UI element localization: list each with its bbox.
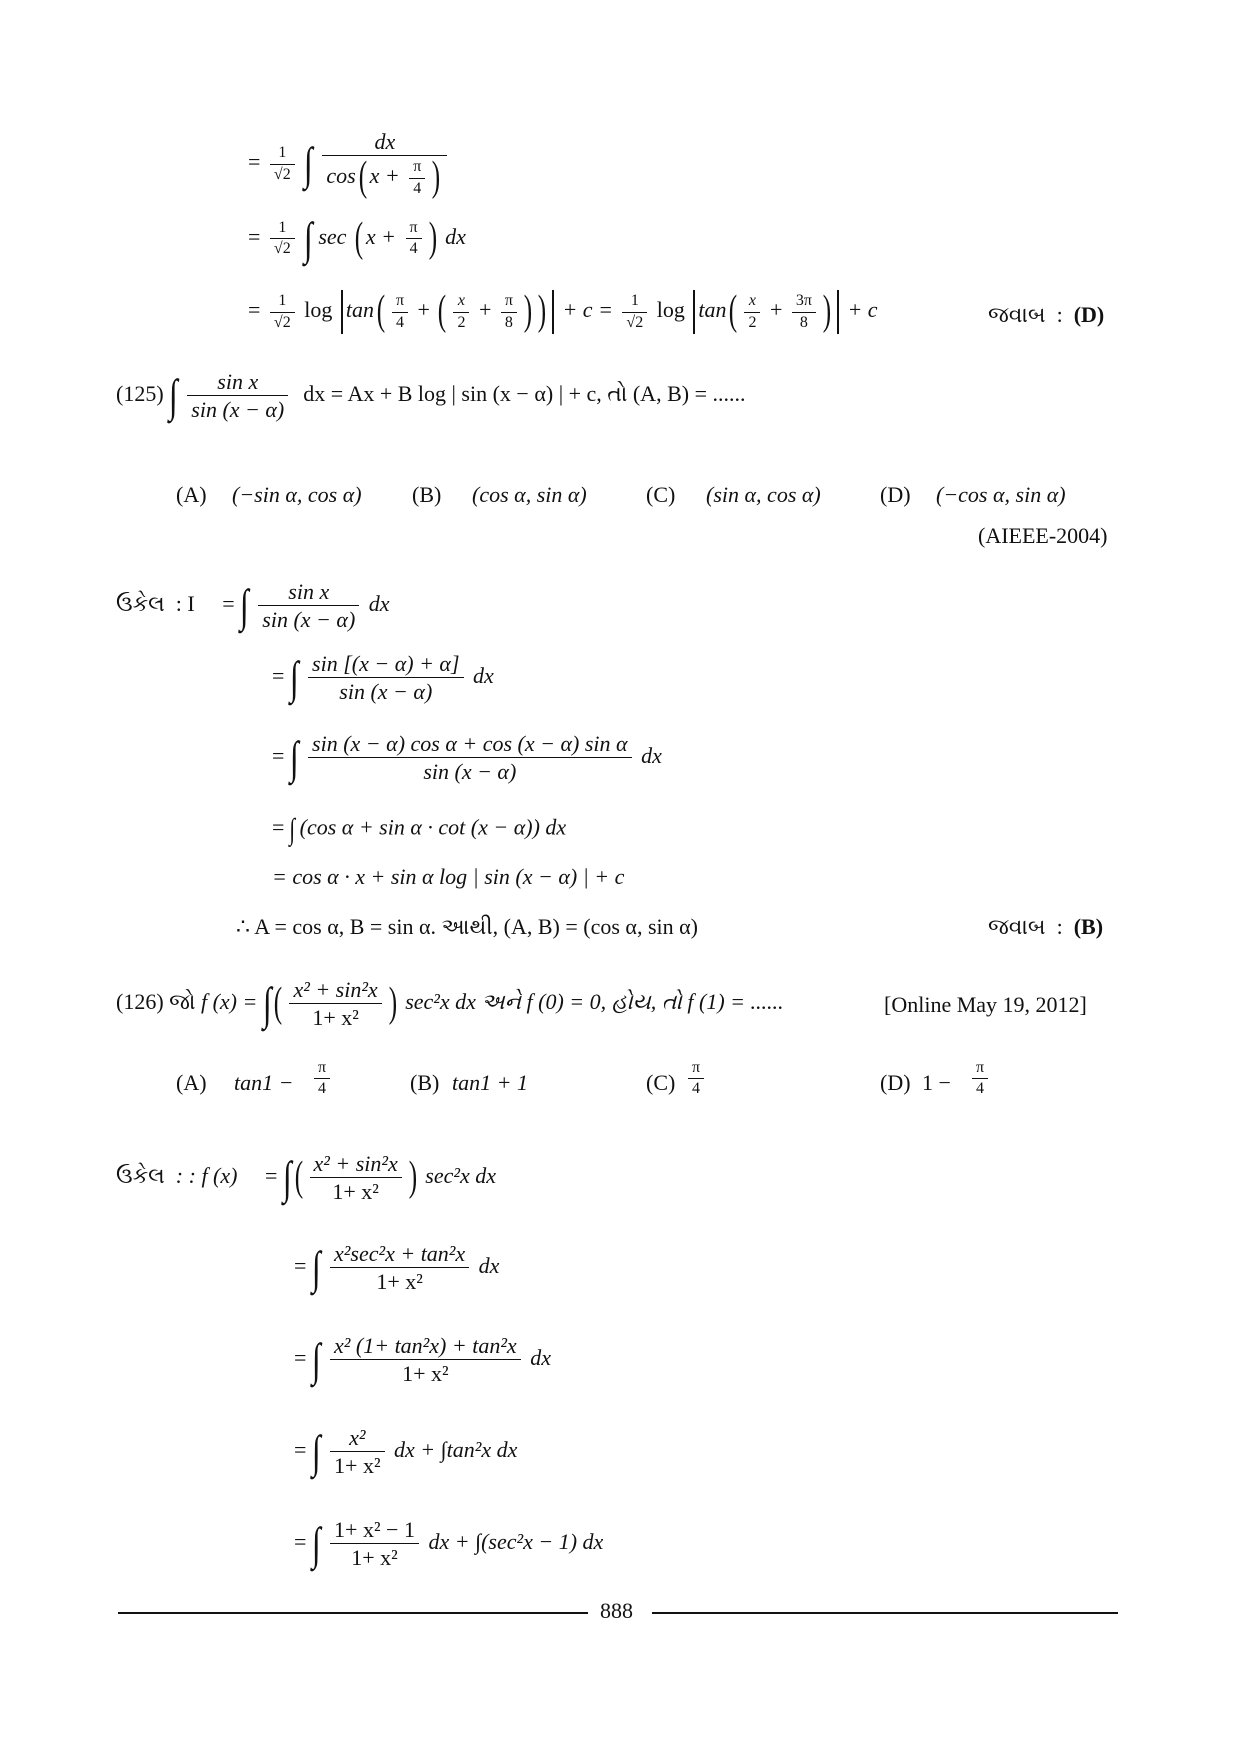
question-125: (125) ∫ $\frac{\text{sin x}}{\sin (x - \alpha)}$ dx = Ax + B log | sin (x − α) | + c, તો (A, B) = ...... <box>116 369 746 423</box>
q125-solution-line-3: = ∫ $\frac{\text{sin (x − α) cos α + cos (x − α) sin α}}{\sin (x - \alpha)}$ dx <box>272 731 662 785</box>
q126-solution-line-1: ઉકેલ : : f (x) = ∫( $\frac{\text{x² + sin²x}}{\text{1+ x²}}$ ) sec²x dx <box>116 1151 496 1205</box>
footer-rule-right <box>652 1612 1118 1614</box>
top-line-3: = $\frac{1}{√2}$ log tan( $\frac{\pi}{4}$ + ( $\frac{x}{2}$ + $\frac{\pi}{8}$ ) ) + c = $\frac{1}{√2}$ log tan( $\frac{x}{2}$ + $\frac{3\pi}{8}$ ) + c <box>248 288 878 335</box>
page-number: 888 <box>600 1598 633 1623</box>
fraction: $\frac{1}{√2}$ <box>270 143 295 185</box>
fraction: dx cos( x + $\frac{\pi}{4}$ ) <box>322 128 447 200</box>
footer-rule-left <box>118 1612 588 1614</box>
q126-solution-line-3: = ∫ $\frac{\text{x² (1+ tan²x) + tan²x}}{\text{1+ x²}}$ dx <box>294 1333 551 1387</box>
q126-solution-line-2: = ∫ $\frac{\text{x²sec²x + tan²x}}{\text{1+ x²}}$ dx <box>294 1241 500 1295</box>
answer-d: જવાબ : (D) <box>988 302 1105 327</box>
q125-solution-line-5: = cos α · x + sin α log | sin (x − α) | + c <box>272 864 625 889</box>
q125-solution-line-4: = ∫ (cos α + sin α · cot (x − α)) dx <box>272 813 567 846</box>
q125-conclusion: ∴ A = cos α, B = sin α. આથી, (A, B) = (cos α, sin α) <box>236 914 698 939</box>
q125-solution-line-1: ઉકેલ : I = ∫ $\frac{\text{sin x}}{\sin (x - \alpha)}$ dx <box>116 579 390 633</box>
answer-b: જવાબ : (B) <box>988 914 1104 939</box>
q126-source: [Online May 19, 2012] <box>884 992 1087 1017</box>
q125-solution-line-2: = ∫ $\frac{\sin [(x - \alpha) + \alpha]}{\sin (x - \alpha)}$ dx <box>272 651 494 705</box>
q126-solution-line-5: = ∫ $\frac{\text{1+ x² − 1}}{\text{1+ x²}}$ dx + ∫(sec²x − 1) dx <box>294 1517 604 1571</box>
top-line-2: = $\frac{1}{√2}$ ∫ sec ( x + $\frac{\pi}{4}$ ) dx <box>248 213 466 265</box>
question-126: (126) જો f (x) = ∫( $\frac{\text{x² + sin²x}}{\text{1+ x²}}$ ) sec²x dx અને f (0) = 0, હોય, તો f (1) = ...... <box>116 977 784 1031</box>
q125-source: (AIEEE-2004) <box>978 523 1108 548</box>
top-line-1: = $\frac{1}{√2}$ ∫ dx cos( x + $\frac{\pi}{4}$ ) <box>248 128 451 200</box>
q126-solution-line-4: = ∫ $\frac{\text{x²}}{\text{1+ x²}}$ dx + ∫tan²x dx <box>294 1425 518 1479</box>
